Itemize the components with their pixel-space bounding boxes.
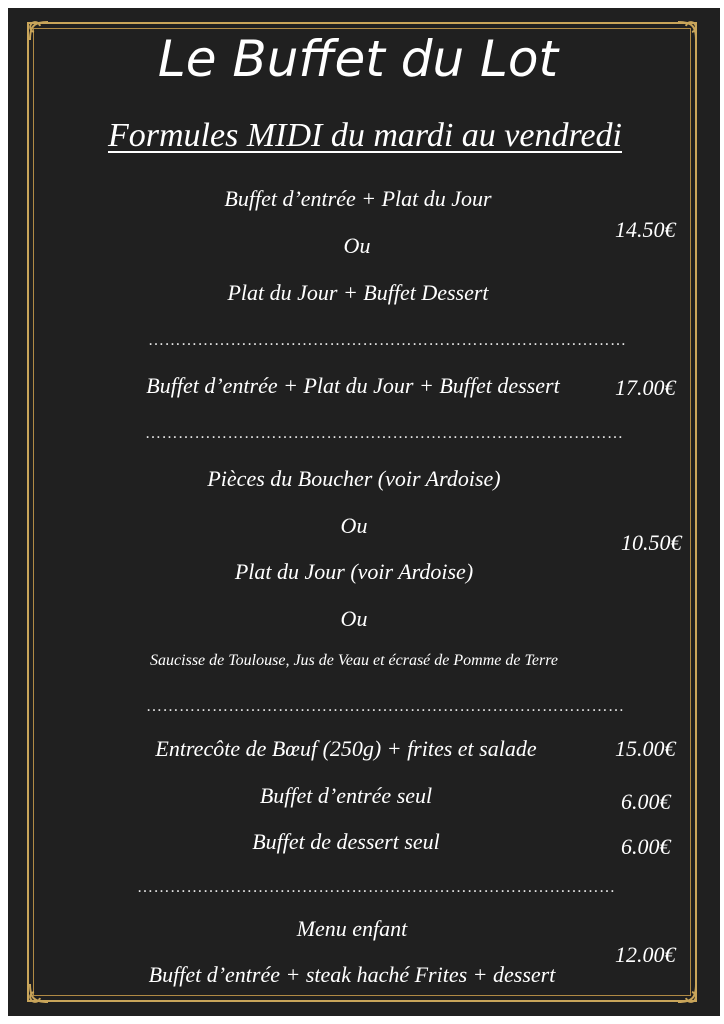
restaurant-name: Le Buffet du Lot <box>157 30 559 88</box>
entrecote-line: Entrecôte de Bœuf (250g) + frites et salade <box>155 736 537 761</box>
formule-3-line-3: Saucisse de Toulouse, Jus de Veau et écrasé de Pomme de Terre <box>150 652 558 669</box>
separator: …………………………………………………………………………… <box>148 332 627 349</box>
entrecote-price: 15.00€ <box>615 736 676 761</box>
menu-enfant-line-1: Buffet d’entrée + steak haché Frites + dessert <box>148 962 556 987</box>
menu-enfant-price: 12.00€ <box>615 942 676 967</box>
formule-3-price: 10.50€ <box>621 530 682 555</box>
corner-ornament-icon <box>674 18 700 44</box>
formule-2-line-1: Buffet d’entrée + Plat du Jour + Buffet dessert <box>146 373 560 398</box>
formule-1-or: Ou <box>343 233 371 258</box>
entree-seul-line: Buffet d’entrée seul <box>259 783 433 808</box>
dessert-seul-price: 6.00€ <box>621 834 671 859</box>
separator: …………………………………………………………………………… <box>145 425 624 442</box>
separator: …………………………………………………………………………… <box>137 879 616 896</box>
formule-1-price: 14.50€ <box>615 217 676 242</box>
entree-seul-price: 6.00€ <box>621 789 671 814</box>
corner-ornament-icon <box>674 980 700 1006</box>
formule-3-line-2: Plat du Jour (voir Ardoise) <box>234 559 474 584</box>
separator: …………………………………………………………………………… <box>146 698 625 715</box>
formule-3-or-2: Ou <box>340 606 368 631</box>
formule-3-line-1: Pièces du Boucher (voir Ardoise) <box>207 466 501 491</box>
formule-2-price: 17.00€ <box>615 375 676 400</box>
formule-1-line-1: Buffet d’entrée + Plat du Jour <box>224 186 492 211</box>
menu-enfant-title: Menu enfant <box>296 916 408 941</box>
corner-ornament-icon <box>26 18 52 44</box>
dessert-seul-line: Buffet de dessert seul <box>252 829 440 854</box>
corner-ornament-icon <box>26 980 52 1006</box>
menu-subtitle: Formules MIDI du mardi au vendredi <box>107 117 623 154</box>
formule-1-line-2: Plat du Jour + Buffet Dessert <box>227 280 489 305</box>
formule-3-or-1: Ou <box>340 513 368 538</box>
